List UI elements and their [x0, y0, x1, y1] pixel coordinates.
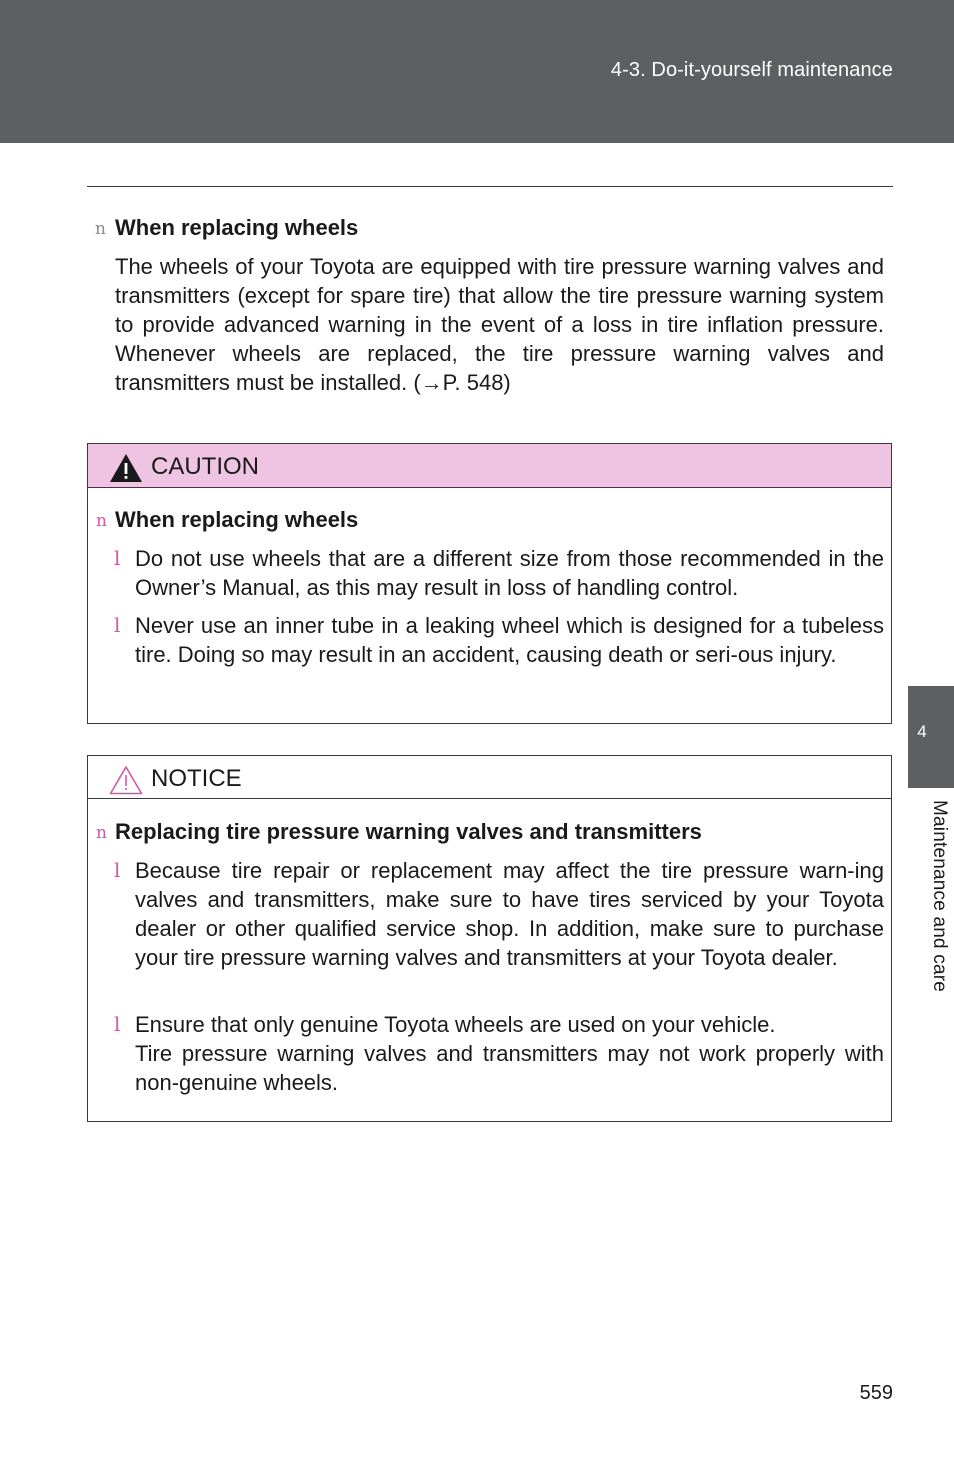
caution-item-2: Never use an inner tube in a leaking wheel which is designed for a tubeless tire. Doing so may result in an accident, causing death or seri-ous injury.: [135, 613, 884, 667]
caution-bullet: n: [96, 511, 107, 531]
caution-heading: When replacing wheels: [115, 507, 359, 532]
chapter-number: 4: [917, 722, 927, 741]
intro-paragraph: The wheels of your Toyota are equipped with tire pressure warning valves and transmitters (except for spare tire) that allow the tire pressure warning system to provide advanced warning in the event of a loss in tire inflation pressure. Whenever wheels are replaced, the tire pressure warning valves and transmitters must be installed. (→P. 548): [115, 254, 884, 395]
intro-heading: When replacing wheels: [115, 215, 359, 240]
notice-header: [88, 756, 891, 799]
notice-box: [87, 755, 892, 1122]
caution-label: CAUTION: [151, 453, 259, 480]
notice-item-1: Because tire repair or replacement may affect the tire pressure warn-ing valves and transmitters, make sure to have tires serviced by your Toyota dealer or other qualified service shop. In addition, make sure to purchase your tire pressure warning valves and transmitters at your Toyota dealer.: [135, 858, 884, 970]
top-rule: [87, 186, 893, 187]
notice-item-2: Ensure that only genuine Toyota wheels are used on your vehicle.: [135, 1012, 776, 1037]
caution-box: [87, 443, 892, 724]
page-number: 559: [859, 1382, 893, 1404]
section-title: 4-3. Do-it-yourself maintenance: [610, 59, 893, 81]
intro-bullet: n: [95, 219, 106, 239]
notice-heading: Replacing tire pressure warning valves and transmitters: [115, 819, 702, 844]
caution-header: [88, 444, 891, 488]
warning-triangle-filled-icon: [109, 453, 143, 483]
caution-item-2-bullet: l: [114, 613, 121, 637]
notice-bullet: n: [96, 823, 107, 843]
notice-item-2-bullet: l: [114, 1012, 121, 1036]
caution-item-1: Do not use wheels that are a different size from those recommended in the Owner’s Manual, as this may result in loss of handling control.: [135, 546, 884, 600]
chapter-tab: [908, 686, 954, 788]
warning-triangle-outline-icon: [109, 765, 143, 795]
chapter-title: Maintenance and care: [929, 800, 950, 993]
notice-item-1-bullet: l: [114, 858, 121, 882]
notice-label: NOTICE: [151, 765, 242, 792]
notice-item-2-continuation: Tire pressure warning valves and transmitters may not work properly with non-genuine wheels.: [135, 1041, 884, 1095]
caution-item-1-bullet: l: [114, 546, 121, 570]
